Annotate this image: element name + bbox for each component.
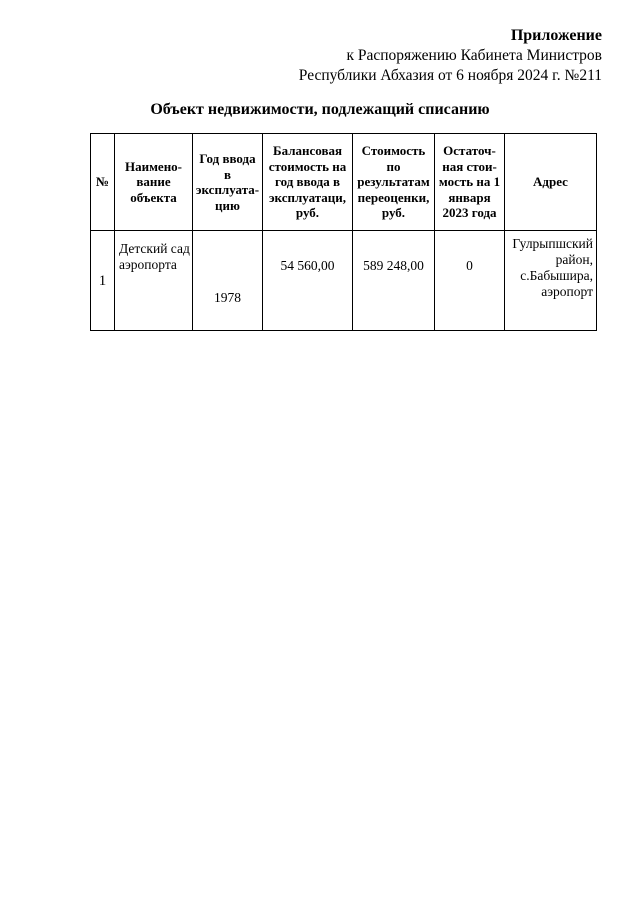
column-header-address: Адрес bbox=[505, 134, 597, 231]
column-header-name: Наимено-вание объекта bbox=[115, 134, 193, 231]
cell-residual-value: 0 bbox=[435, 231, 505, 331]
cell-address: Гулрыпшский район, с.Бабышира, аэропорт bbox=[505, 231, 597, 331]
cell-balance-value: 54 560,00 bbox=[263, 231, 353, 331]
document-title: Объект недвижимости, подлежащий списанию bbox=[150, 101, 490, 118]
table-header-row bbox=[91, 134, 597, 231]
column-header-residual-value: Остаточ-ная стои-мость на 1 января 2023 года bbox=[435, 134, 505, 231]
cell-name: Детский сад аэропорта bbox=[115, 231, 193, 331]
column-header-balance-value: Балансовая стоимость на год ввода в эксплуатаци, руб. bbox=[263, 134, 353, 231]
appendix-label: Приложение bbox=[510, 27, 602, 44]
appendix-line-2: Республики Абхазия от 6 ноября 2024 г. №211 bbox=[298, 67, 602, 84]
assets-table bbox=[90, 133, 597, 331]
column-header-year: Год ввода в эксплуата-цию bbox=[193, 134, 263, 231]
cell-revaluation-value: 589 248,00 bbox=[353, 231, 435, 331]
column-header-number: № bbox=[91, 134, 115, 231]
column-header-revaluation-value: Стоимость по результатам переоценки, руб. bbox=[353, 134, 435, 231]
cell-year: 1978 bbox=[193, 231, 263, 331]
appendix-line-1: к Распоряжению Кабинета Министров bbox=[346, 47, 602, 64]
cell-number: 1 bbox=[91, 231, 115, 331]
appendix-header bbox=[299, 26, 602, 86]
table-row bbox=[91, 231, 597, 331]
